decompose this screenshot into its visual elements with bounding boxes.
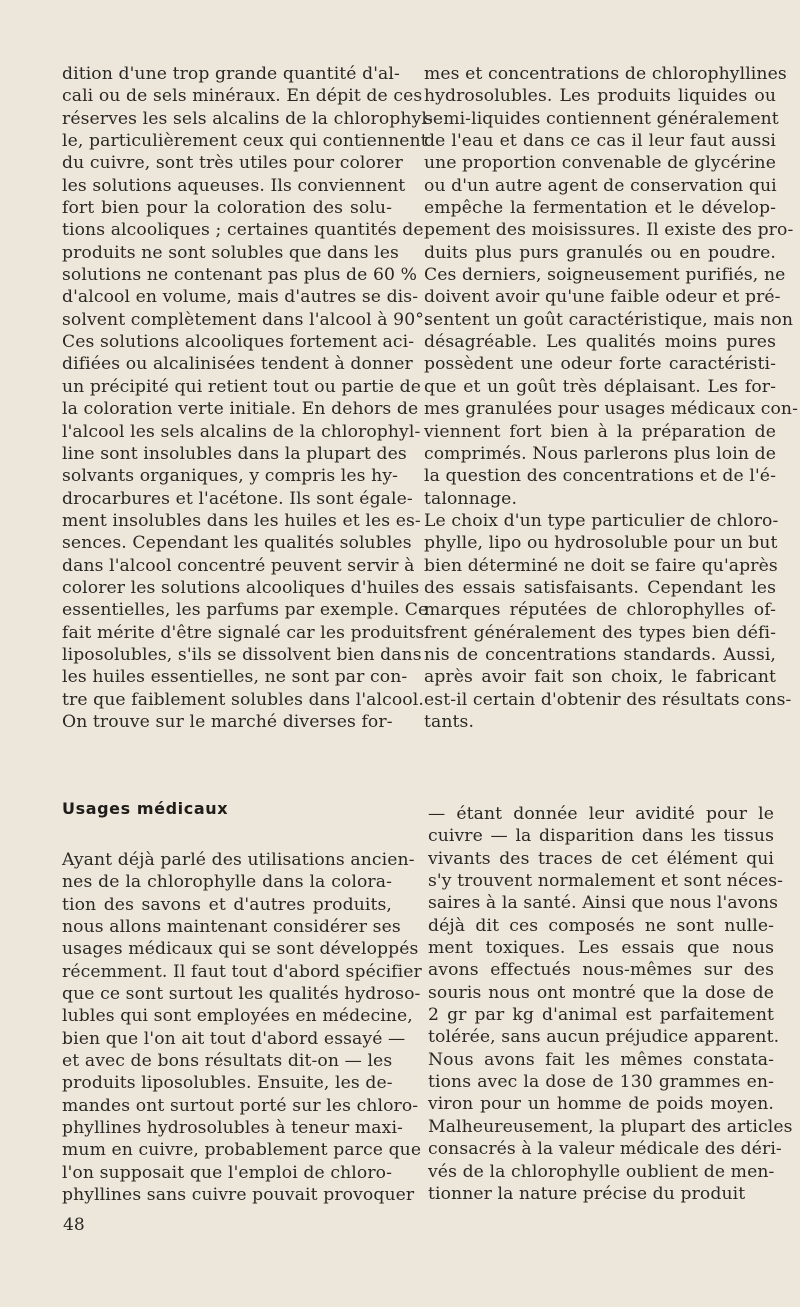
text-line: On trouve sur le marché diverses for- (62, 711, 393, 732)
text-line: marques réputées de chlorophylles of- (424, 600, 776, 621)
text-line: l'on supposait que l'emploi de chloro- (62, 1162, 392, 1183)
text-line: nes de la chlorophylle dans la colora- (62, 872, 392, 893)
text-line: d'alcool en volume, mais d'autres se dis- (62, 287, 419, 308)
text-line: drocarbures et l'acétone. Ils sont égale- (62, 488, 413, 509)
text-line: un précipité qui retient tout ou partie de (62, 376, 422, 397)
text-line: tionner la nature précise du produit (428, 1183, 746, 1204)
text-line: consacrés à la valeur médicale des déri- (428, 1139, 782, 1160)
text-line: les huiles essentielles, ne sont par con- (62, 667, 408, 688)
text-line: que ce sont surtout les qualités hydroso- (62, 984, 421, 1005)
text-line: que et un goût très déplaisant. Les for- (424, 376, 776, 397)
text-line: la coloration verte initiale. En dehors de (62, 399, 419, 420)
text-column-top-right (424, 63, 798, 733)
text-line: Malheureusement, la plupart des articles (428, 1116, 793, 1137)
text-line: nis de concentrations standards. Aussi, (424, 644, 776, 665)
text-line: ment toxiques. Les essais que nous (428, 938, 774, 959)
text-line: vés de la chlorophylle oublient de men- (428, 1161, 775, 1182)
text-line: réserves les sels alcalins de la chlorophyl- (62, 108, 433, 129)
text-line: solutions ne contenant pas plus de 60 % (62, 265, 418, 286)
text-line: l'alcool les sels alcalins de la chlorophyl- (62, 421, 421, 442)
text-column-bottom-right (428, 803, 793, 1205)
text-line: Le choix d'un type particulier de chloro- (424, 510, 779, 531)
text-line: mandes ont surtout porté sur les chloro- (62, 1095, 419, 1116)
text-line: est-il certain d'obtenir des résultats cons- (424, 689, 792, 710)
text-line: liposolubles, s'ils se dissolvent bien dans (62, 644, 422, 665)
text-line: — étant donnée leur avidité pour le (428, 804, 774, 824)
text-line: dans l'alcool concentré peuvent servir à (62, 555, 415, 576)
text-line: désagréable. Les qualités moins pures (424, 332, 776, 353)
text-line: duits plus purs granulés ou en poudre. (424, 242, 776, 263)
text-line: possèdent une odeur forte caractéristi- (424, 354, 776, 375)
text-line: la question des concentrations et de l'é- (424, 466, 776, 487)
text-line: souris nous ont montré que la dose de (428, 982, 774, 1003)
text-line: phylle, lipo ou hydrosoluble pour un but (424, 533, 778, 554)
page-number: 48 (63, 1215, 85, 1235)
text-line: produits liposolubles. Ensuite, les de- (62, 1073, 393, 1094)
text-line: viron pour un homme de poids moyen. (428, 1094, 774, 1115)
text-line: pement des moisissures. Il existe des pro- (424, 220, 794, 241)
text-line: une proportion convenable de glycérine (424, 153, 776, 174)
text-line: comprimés. Nous parlerons plus loin de (424, 443, 776, 464)
text-line: après avoir fait son choix, le fabricant (424, 667, 776, 688)
text-line: tants. (424, 711, 475, 732)
text-line: les solutions aqueuses. Ils conviennent (62, 175, 406, 196)
text-line: phyllines hydrosolubles à teneur maxi- (62, 1118, 403, 1139)
text-line: mes et concentrations de chlorophyllines (424, 64, 787, 84)
text-line: essentielles, les parfums par exemple. Ce (62, 600, 429, 621)
text-line: sentent un goût caractéristique, mais non (424, 309, 794, 330)
text-line: vivants des traces de cet élément qui (428, 848, 774, 869)
text-line: frent généralement des types bien défi- (424, 622, 776, 643)
text-line: solvants organiques, y compris les hy- (62, 466, 399, 487)
text-line: tions alcooliques ; certaines quantités de (62, 220, 424, 241)
text-line: le, particulièrement ceux qui contiennent (62, 131, 428, 152)
text-line: hydrosolubles. Les produits liquides ou (424, 86, 776, 107)
text-line: semi-liquides contiennent généralement (424, 108, 779, 129)
text-line: mes granulées pour usages médicaux con- (424, 399, 798, 420)
text-line: du cuivre, sont très utiles pour colorer (62, 153, 403, 174)
text-line: doivent avoir qu'une faible odeur et pré- (424, 287, 781, 308)
text-line: fort bien pour la coloration des solu- (62, 198, 392, 219)
text-line: difiées ou alcalinisées tendent à donner (62, 354, 413, 375)
text-line: Ces derniers, soigneusement purifiés, ne (424, 265, 786, 286)
text-line: sences. Cependant les qualités solubles (62, 533, 412, 554)
text-line: cali ou de sels minéraux. En dépit de ces (62, 86, 423, 107)
text-line: Ayant déjà parlé des utilisations ancien- (62, 850, 415, 870)
text-line: des essais satisfaisants. Cependant les (424, 577, 776, 598)
text-line: Nous avons fait les mêmes constata- (428, 1049, 774, 1070)
text-line: nous allons maintenant considérer ses (62, 917, 401, 938)
text-line: lubles qui sont employées en médecine, (62, 1006, 413, 1027)
text-line: déjà dit ces composés ne sont nulle- (428, 915, 774, 936)
text-line: cuivre — la disparition dans les tissus (428, 826, 774, 847)
text-line: tions avec la dose de 130 grammes en- (428, 1072, 774, 1093)
text-column-top-left (62, 63, 433, 733)
text-line: saires à la santé. Ainsi que nous l'avons (428, 893, 779, 914)
text-line: ment insolubles dans les huiles et les es- (62, 510, 421, 531)
text-line: line sont insolubles dans la plupart des (62, 443, 407, 464)
text-line: de l'eau et dans ce cas il leur faut aussi (424, 131, 776, 152)
text-line: bien déterminé ne doit se faire qu'après (424, 555, 778, 576)
text-line: tre que faiblement solubles dans l'alcool. (62, 689, 424, 710)
text-column-bottom-left (62, 849, 422, 1207)
text-line: s'y trouvent normalement et sont néces- (428, 871, 784, 892)
text-line: bien que l'on ait tout d'abord essayé — (62, 1028, 406, 1049)
text-line: avons effectués nous-mêmes sur des (428, 960, 774, 981)
text-line: solvent complètement dans l'alcool à 90°. (62, 309, 430, 330)
text-line: et avec de bons résultats dit-on — les (62, 1051, 393, 1072)
text-line: 2 gr par kg d'animal est parfaitement (428, 1005, 774, 1026)
text-line: colorer les solutions alcooliques d'huiles (62, 577, 420, 598)
section-heading: Usages médicaux (62, 799, 229, 818)
text-line: tolérée, sans aucun préjudice apparent. (428, 1027, 780, 1048)
text-line: talonnage. (424, 488, 518, 509)
text-line: dition d'une trop grande quantité d'al- (62, 64, 400, 84)
text-line: ou d'un autre agent de conservation qui (424, 175, 777, 196)
text-line: Ces solutions alcooliques fortement aci- (62, 332, 415, 353)
text-line: fait mérite d'être signalé car les produits (62, 622, 425, 643)
text-line: produits ne sont solubles que dans les (62, 242, 399, 263)
text-line: récemment. Il faut tout d'abord spécifier (62, 961, 422, 982)
text-line: tion des savons et d'autres produits, (62, 894, 392, 915)
text-line: usages médicaux qui se sont développés (62, 939, 419, 960)
text-line: viennent fort bien à la préparation de (424, 421, 776, 442)
text-line: mum en cuivre, probablement parce que (62, 1140, 422, 1161)
text-line: phyllines sans cuivre pouvait provoquer (62, 1185, 415, 1206)
text-line: empêche la fermentation et le dévelop- (424, 198, 776, 219)
